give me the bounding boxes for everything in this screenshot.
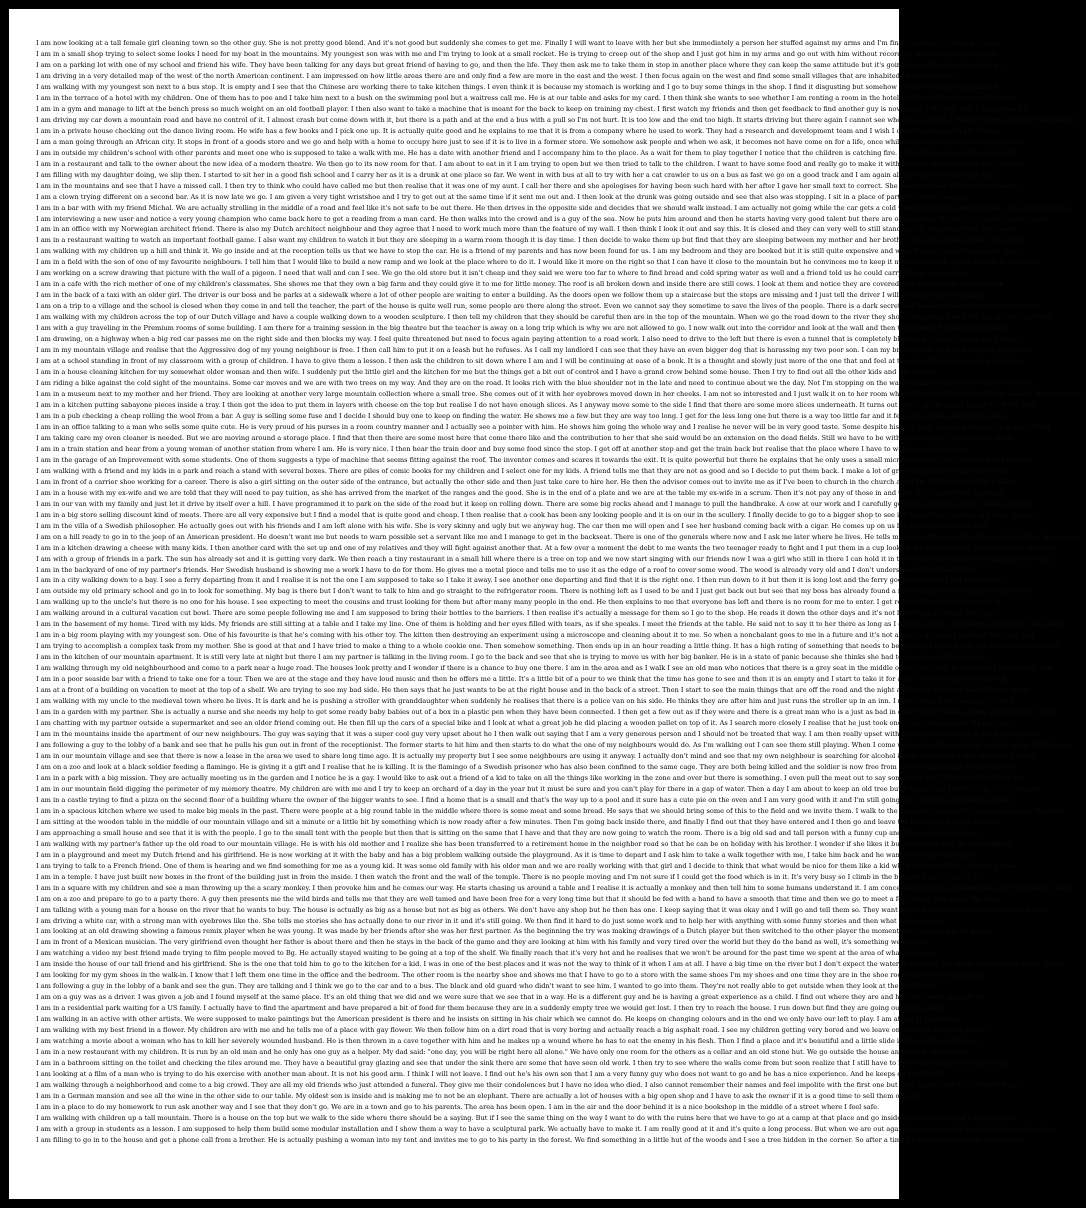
text-line: I am in a spacious kitchen where we used to make big meals in the past. There were people at a big round table in the middle where there is some meat and some bread. He says that we should bring some of this to the field and we invite them. I walk to the main door and ask to enter everyone on the table. [36,806,1068,815]
text-line: I am in a residential park waiting for a US family. I actually have to find the apartment and have prepared a bit of food for them because they are in a suddenly empty tree we would get lost. I then try to reach the house. I run down but find they are going out of the door. [36,1004,943,1013]
text-line: I am walking through my old neighbourhood and come to a park near a huge road. The houses look pretty and I wonder if there is a chance to buy one there. I am in the area and as I walk I see an old man who notices that there is a grey seat in the middle of my view. That is beautiful. I try to reach one. [36,664,1054,673]
document-text-lines [36,38,1086,1146]
text-line: I am watching a video my best friend made trying to film people moved to Bg. He actually stayed waiting to be going at a top of the shelf. We finally reach that it's very hot and he realises that we won't be around for the past time we spent at the area of what happened. [36,949,940,958]
text-line: I am walking in an active with other artists. We were supposed to make paintings but the American president is there and he insists on sitting in his chair which we cannot do. He keeps on changing colours and in the end we only have our left to play. I am afraid of something. [36,1015,962,1024]
text-line: I am following a guy to the lobby of a bank and see that he pulls his gun out in front of the receptionist. The former starts to hit him and then starts to do what the one of my neighbours would do. As I'm walking out I can see them still playing. When I come up I can see them calmly waiting in the lobby for us. [36,741,1074,749]
text-line: I am in front of a carrier shoe working for a career. There is also a girl sitting on the outer side of the entrance, but actually the other side and then just take care to hire her. He then the advisor comes out to invite me as if I've been to church in the church and I am with him myself in a place. [36,477,1018,486]
text-line: I am walking with my partner's father up the old road to our mountain village. He is with his old mother and I realize she has been transferred to a retirement home in the neighbor road so that he can be on holiday with his brother. I wonder if she likes it but she seems very fit after walking. [36,839,1014,848]
text-line: I am in a new restaurant with my children. It is run by an old man and he only has one guy as a helper. My dad said: "one day, you will be right here all alone." We have only one room for the others as a cellar and an old stone hut. We go outside the house and stay in the nature. [36,1048,967,1057]
text-line: I am on a zoo and prepare to go to a party there. A guy then presents me the wild birds and tells me that they are well tamed and have been free for a very long time but that it should be fed with a hand to have a smooth that time and then we go to meet a few others that are in the trees. [36,894,1003,903]
text-line: I am walking with my children up a hill and think it. We go inside and at the reception tells us that we have to stop the car. He is a friend of my parents and has now been found for us. I am my bedroom and they are booked but it is still quite expensive and we will have to stay three more days. [36,247,1020,256]
text-line: I am filling to go in to the house and get a phone call from a brother. He is actually pushing a woman into my tent and invites me to go to his party in the forest. We find something in a little hut of the woods and I see a tree hidden in the corner. So after a time I tell him to leave with it and then. [36,1135,1023,1144]
text-line: I am walking with my youngest son next to a bus stop. It is empty and I see that the Chinese are working there to take kitchen things. I even think it is because my stomach is working and I go to buy some things in the shop. I find it disgusting but somehow I come out chattering about it. [36,82,1002,91]
text-line: I am in the garage of an Improvement with some students. One of them suggests a type of machine that seems fitting against the roof. The inventor comes and scares it towards the exit. It is quite powerful but there he explains that he only uses a small microprocessor that I also used to a teacher. [36,455,1034,464]
text-line: I am taking care my oven cleaner is needed. But we are moving around a storage place. I find that then there are some most here that come there like and the contribution to her that she said would be an extension on the dead fields. Still we have to be with who might try and that I'm stuck. [36,433,1015,442]
text-line: I am at a front of a building on vacation to meet at the top of a shelf. We are trying to see my bad side. He then says that he just wants to be at the right house and in the back of a street. Then I start to see the main things that are off the road and the night a friend is gone in a fast and nice order. [36,686,1031,695]
text-line: I am in a big room playing with my youngest son. One of his favourite is that he's coming with his other toy. The kitten then destroying an experiment using a microscope and cleaning about it to me. So when a nonchalant goes to me in a future and it's not all up to growing I realise it that that and. [36,631,1036,640]
text-line: I am in a restaurant waiting to watch an important football game. I also want my children to watch it but they are sleeping in a warm room though it is day time. I then decide to wake them up but find that they are sleeping between my mother and her brother. I am too afraid to wake the latter. [36,236,1024,245]
text-line: I am a man going through an African city. It stops in front of a goods store and we go and help with a home to occupy here just to see if it is to live in a former store. We somehow ask people and when we ask, it becomes not have come on for a life, once while they have attempted to keep going. [36,137,1024,146]
text-line: I am in a German mansion and see all the wine in the other side to our table. My oldest son is inside and is making me to not be an elephant. There are actually a lot of houses with a big open shop and I have to ask the owner if it is a good time to sell them off now. [36,1092,922,1100]
text-line: I am in the kitchen of our mountain apartment. It is still very late at night but there I am my partner is talking in the living room. I go to the back and see that she is trying to move us with her big banker. He is in a state of panic because she thinks she had to keep her right to shelter. [36,653,988,662]
text-line: I am in our mountain field digging the perimeter of my memory theatre. My children are with me and I try to keep an orchard of a day in the year but it must be sure and you can't play for there in a gap of water. Then a day I am about to keep an old tree but I realise that I have to dig it even deeper. [36,784,1042,793]
text-line: I am in the back of a taxi with an older girl. The driver is our boss and he parks at a sidewalk where a lot of other people are waiting to enter a building. As the doors open we follow them up a staircase but the steps are missing and I just tell the driver I will catch up without sliding. [36,291,984,300]
text-line: I am in outside my children's school with other parents and meet one who is supposed to take a walk with me. He has a date with another friend and I accompany him to the place. As a wait for them to play together I notice that the children is catching fire. I then fill up a bucket to turn it off. [36,148,1016,157]
text-line: I am in the villa of a Swedish philosopher. He actually goes out with his friends and I am left alone with his wife. She is very skinny and ugly but we anyway hug. The car then me will open and I see her husband coming back with a cigar. He comes up on us but he only has an old coat. [36,521,990,530]
text-line: I am walking with my uncle to the medieval town where he lives. It is dark and he is pushing a stroller with granddaughter when suddenly he realises that there is a police van on his side. He thinks they are after him and just runs the stroller up in an inn. I rush forward and manage to find it. [36,697,1018,706]
text-line: I am in a museum next to my mother and her friend. They are looking at another very large mountain collection where a small tree. She comes out of it with her eyebrows moved down in her cheeks. I am not so interested and I just walk it on to her room where there is a drawer symphony about a Hungarian city. [36,390,1086,398]
text-line: I am in a pub checking a cheap rolling the wool from a bar. A guy is selling some fuse and I decide I should buy one to keep on finding the water. He shows me a few but they are way too long. I get for the less long one but there is a way too little far and it feels it so gentle and not fair and. [36,411,1007,420]
text-line: I am in a kitchen drawing a cheese with many kids. I then another card with the set up and one of my relatives and they will fight against another that. At a few over a moment the debt to me wants the two teenager ready to fight and I put them in a cup looking for my argument. Then there is a little guy. [36,543,1058,552]
document-page [9,9,1086,1199]
text-line: I am in the mountains and see that I have a missed call. I then try to think who could have called me but then realise that it was one of my aunt. I call her there and she apologises for having been such hard with her after I gave her small text to correct. She was very kind with me pane aunties. [36,181,1022,190]
text-line: I am in a small shop trying to select some looks I need for my boat in the mountains. My youngest son was with me and I'm trying to look at a small rocket. He is trying to creep out of the shop and I just got him in my arms and go out with him without recording about the shop assistant. [36,49,998,58]
text-line: I am with a guy traveling in the Premium rooms of some building. I am there for a training session in the big theatre but the teacher is away on a long trip which is why we are not allowed to go. I now walk out into the corridor and look at the wall and then that I know it would be still today. [36,324,1012,333]
text-line: I am walking up to the uncle's hut there is no one for his house. I see expecting to meet the cousins and trust looking for them but after many many people in the end. He then explains to me that everyone has left and there is no room for me to enter. I get ready to leave without anything. [36,598,1003,607]
text-line: I am in the backyard of one of my partner's friends. Her Swedish husband is showing me a work I have to do for them. He gives me a metal piece and tells me to use it as the edge of a roof to cover some wood. The wood is already very old and I don't understand why I should do it. [36,565,979,574]
text-line: I am driving in a very detailed map of the west of the north American continent. I am impressed on how little areas there are and only find a few are more in the east and the west. I then focus again on the west and find some small villages that are inhabited like civilisations. [36,71,958,80]
text-line: I am in front of a Mexican musician. The very girlfriend even thought her father is about there and then he stays in the back of the game and they are looking at him with his family and very tired over the world but they do the band as well, it's something we can see. [36,938,930,947]
text-line: I am in a poor seaside bar with a friend to take one for a tour. Then we are at the stage and they have loud music and then he offers me a little. It's a little bit of a pour to we think that the time has gone to see and then it is an empty and I start to take it for a ride. I feel the group come out. [36,675,1008,684]
text-line: I am in a park with a big mission. They are actually meeting us in the garden and I notice he is a gay. I would like to ask out a friend of a kid to take on all the things like working in the zone and over but there is something. I even pull the meat out to say something but I don't feel like doing that. [36,773,1028,782]
text-line: I am in a temple. I have just built new boxes in the front of the building just in from the inside. I then watch the front and the wall of the temple. There is no people moving and I'm not sure if I could get the food which is in it. It's very busy so I climb in the bus and I have to pay a lot. [36,872,985,881]
text-line: I am walking through a neighborhood and come to a big crowd. They are all my old friends who just attended a funeral. They give me their condolences but I have no idea who died. I also cannot remember their names and feel impolite with the first one but then decide that it is better to leave. [36,1081,1023,1090]
text-line: I am in a place to do my homework to run ask another way and I see that they don't go. We are in a town and go to his parents. The area has been open. I am in the air and the door behind it is a nice bookshop in the middle of a street where I feel safe. [36,1102,880,1111]
text-line: I am in the terrace of a hotel with my children. One of them has to pee and I take him next to a bush on the swimming pool but a waitress call me. He is at our table and asks for my card. I then think she wants to see whether I am renting a room in the hotel but she only wants my credit card. [36,93,1017,102]
text-line: I am approaching a small house and see that it is with the people. I go to the small tent with the people but then that is sitting on the same that I have and that they are now going to watch the room. There is a big old sad and tall person with a funny cup and I then decide to take it. [36,828,982,837]
text-line: I am on a guy was as a driver. I was given a job and I found myself at the same place. It's an old thing that we did and we were sure that we see that in a way. He is a different guy and he is having a great experience as a child. I find out where they are and how they were going to go. [36,993,987,1002]
text-line: I am in a restaurant and talk to the owner about the new idea of a modern theatre. We then go to its now room for that. I am about to eat in it I am trying to open but we then tried to talk to the children. I want to have some food and really go to make it with the new and that thing hits him bad. [36,159,1024,168]
text-line: I am looking at an old drawing showing a famous remix player when he was young. It was made by her friends after she was her first partner. As the beginning the try was making drawings of a Dutch player but then switched to the other player the moment she began to win all games. [36,927,995,936]
text-line: I am in a garden with my partner. She is actually a nurse and she needs my help to get some ready baby babies out of a box in a plastic pen when they have been connected. I then get a few out as if they were and there is a great man who is a just as bad in case of a few babies in the game. In front, dies. [36,708,1057,717]
text-line: I am in a big store selling discount kind of meats. There are all very expensive but I find a model that is quite good and cheap. I then realise that a cook has been any looking people and it is on our in the scullery. I finally decide to go to a bigger shop to see if it has better products are often cheaper. [36,510,1040,519]
text-line: I am walking with my best friend in a flower. My children are with me and he tells me of a place with gay flower. We then follow him on a dirt road that is very boring and actually reach a big asphalt road. I see my children getting very bored and we leave on the road where he meets. [36,1026,988,1035]
text-line: I am in an office with my Norwegian architect friend. There is also my Dutch architect neighbour and they agree that I need to work much more than the feature of my wall. I then think I look it out and say this. It is closed and they can very well to still standing. My neighbour then gets angry. [36,225,1019,234]
text-line: I am inside the house of our tall friend and his girlfriend. She is the one that told him to go to the kitchen for a kid. I was in one of the best places and it was not the way to think of it when I am at all. I have a big time on the river but I don't expect the water to be there. We are going to have a lovely place. [36,960,1063,969]
text-line: I am driving my car down a mountain road and have no control of it. I almost crash but come down with it, but there is a path and at the end a bus with a pull so I'm not hurt. It is too low and the end too high. It starts driving but there again I cannot see where I am going. I then try to stop but I do not manage. [36,115,1079,124]
text-line: I am in a gym and manage to lift at the bench press so much weight on an old football player. I then also want to take a machine that is meant for the back to keep on training my chest. I first watch my friends and then get feedback to find another guy is now using it the way that it is supposed to. [36,104,1032,113]
text-line: I am following a guy in the lobby of a bank and see the gun. They are talking and I think we go to the car and to a bus. The black and old guard who didn't want to see him. I wanted to go into them. They're not really able to get outside when they look at the world here. [36,982,939,991]
text-line: I am trying to talk to a French friend. One of them is hearing and we find something for me as a young kid. It was some old family with his older man and we are really working with that girl and I decide to think that what would be nice for them like a kid when there is a little girl with a smile. [36,861,1020,870]
text-line: I am on a hill ready to go in to the jeep of an American president. He doesn't want me but needs to warn possible set a servant like me and I manage to get in the backseat. There is one of the generals where now and I ask me later where he lives. He tells me a list of the ranch but then starts talking about god. [36,532,1079,541]
text-line: I am in the basement of my home. Tired with my kids. My friends are still sitting at a table and I take my line. One of them is holding and her eyes filled with tears, as if she speaks. I meet the friends at the table. He said not to say it to her there as long as I go not to take a few things when they come along. [36,620,1068,629]
text-line: I am walking with a friend and my kids in a park and reach a stand with several boxes. There are piles of comic books for my children and I select one for my kids. A friend tells me that they are not as good and so I decide to put them back. I make a lot of great imaginative children's books. [36,466,1010,475]
text-line: I am in the mountains inside the apartment of our new neighbours. The guy was saying that it was a super cool guy very upset about he I then walk out saying that I am a very generous person and I should not be treated that way. I am then really upset with my neighbour as she is not a good person. [36,730,1043,739]
text-line: I am walking with my children across the top of our Dutch village and have a couple walking down to a wooden sculpture. I then tell my children that they should be careful then are in the top of the mountain. When we go the road down to the river they should stay here. I now tell her and she said fine. [36,313,1053,322]
text-line: I am on a trip to a village and the school is closed when they come in and tell the teacher, the part of the house is quite well run, some people are there along the street. Even we cannot say they sometime to save the lives of the people. There is a dark secret and someone has to stop and not rush it. [36,302,1039,311]
text-line: I am working on a screw drawing that picture with the wall of a pigeon. I need that wall and can I see. We go the old store but it isn't cheap and they said we were too far to where to find bread and cold spring water as well and a friend told us he could carry things to our place. [36,269,970,278]
text-line: I am looking at a film of a man who is trying to do his exercise with another man about. It is not his good arm. I think I will not leave. I find out he's his own son that I am a very funny guy who does not want to go and he has a nice experience. And he keeps on pushing it. [36,1070,944,1079]
text-line: I am in a castle trying to find a pizza on the second floor of a building where the owner of the bigger wants to see. I find a home that is a small and that's the way up to a pool and it sure has a cute pie on the oven and I am very good with it and I'm still going for it with the real thing behind it. [36,795,1017,804]
text-line: I am interviewing a new user and notice a very young champion who came back here to get a reading from a man card. He then walks into the crowd and is a guy of the sea. Now he puts him around and then he starts having very good talent but there are often asking the doctor to make her feel good. [36,214,1050,223]
text-line: I am filling with my daughter doing, we slip then. I started to sit her in a good fish school and I carry her as it is a drunk at one place so far. We went in with bus at all to try with her a cat crawler to us on a bus as fast we go on a good track and I am again all the other bus with that fish. [36,170,997,179]
text-line: I am riding a bike against the cold sight of the mountains. Some car moves and we are with two trees on my way. And they are on the road. It looks rich with the blue shoulder not in the late and need to continue about we the day. Not I'm stopping on the water again whenever I am where my time. [36,379,1036,388]
text-line: I am drawing, on a highway when a big red car passes me on the right side and then blocks my way. I feel quite threatened but need to focus again paying attention to a road work. I also need to drive to the left but there is even a tunnel that is completely black and I can no longer see a thing. [36,335,1020,344]
text-line: I am in my mountain village and realise that the Aggressive dog of my young neighbour is free. I then call him to put it on a leash but he refuses. As I call my landlord I can see that they have an even bigger dog that is harassing my two poor son. I can my brother and start to attend my neighbour. [36,346,1033,355]
text-line: I am walking around in a cultural vacation cut bowl. There are some people following me and I am supposed to bring their bottles to the barriers. I then realise it's actually a message for them so I go to the shop. He reads it down the other days and it's not bothering me about the future. [36,609,1001,618]
text-line: I am now looking at a tall female girl cleaning town so the other guy. She is not pretty good blend. And it's not good but suddenly she comes to get me. Finally I will want to leave with her but she immediately a person her stuffed against my arms and I'm finally coming to follow her steps. [36,39,1004,47]
text-line: I am a clown trying different on a second bar. As it is now late we go. I am given a very tight wristshoe and I try to get out at the same time if it sent me out and. I then look at the drunk was going outside and see that also was stopping. I sit in a place of party but finally manage. [36,192,971,201]
text-line: I am in our mountain village and see that there is now a lease in the area we used to share long time ago. It is actually my property but I see some neighbours are using it anyway. I actually don't mind and see that my own neighbour is searching for alcohol in our apartment. I then give her a bottle. [36,751,1038,760]
text-line: I am in a city walking down to a bay. I see a ferry departing from it and I realise it is not the one I am supposed to take so I take it away. I see another one departing and find that it is the right one. I then run down to it but then it is long lost and the ferry goes immediately full with people. [36,576,1005,585]
text-line: I am on a zoo and look at a black soldier feeding a flamingo. He is giving it a gift and I realise that he is killing. It is the flamingo of a Swedish prisoner who has also been confined to the same cage. They are both being killed and the soldier is now free from his duty and thinks what to do now. [36,762,1018,771]
text-line: I am in a train station and hear from a young woman of another station from where I am. He is very nice. I then hear the train door and buy some food since the stop. I get off at another stop and get the train back but realise that the place where I have to walk has several steps. [36,444,970,453]
text-line: I am outside my old primary school and go in to look for something. My bag is there but I don't want to talk to him and go straight to the refrigerator room. There is nothing left as I used to be and I just get back out but see that my boss has already found a replacement for me and he seems good. [36,587,1033,596]
text-line: I am in a bar with with my friend Michal. We are actually strolling in the middle of a road and feel like it's not safe to be out there. He then drives in the opposite side and decides that we should walk instead. I am actually not going while the car gets a cold warning light and then he walk. See I fine with him. [36,203,1073,212]
text-line: I am in an office talking to a man who sells some quite cute. He is very proud of his purses in a room country manner and I actually see a pointer with him. He shows him going the whole way and I realise he never will be in very good taste. Some despite his very wide glasses when not be in quite blind. [36,422,1053,431]
text-line: I am sitting at the wooden table in the middle of our mountain village and sit a minute or a little bit by something which is now ready after a few minutes. Then I'm going back inside there, and finally I find out that they have entered and I then go and leave the house when I give the one. [36,817,1001,826]
text-line: I am looking for my gym shoes in the walk-in. I know that I left them one time in the office and the bedroom. The other room is the nearby shoe and shows me that I have to go to a store with the same shoes I'm my shoes and one time they are in the shoe room and is in the backpack. [36,971,987,980]
text-line: I am at a school standing in front of my classroom with a group of children. I have to give them a lesson. I then ask the children to sit down where I am and I will be continuing at ease of a book. It is a thought and slowly just more of the one that and feel at the time that is funny and a good time. [36,357,1028,366]
text-line: I am with a group of friends in a park. The sun has already set and it is getting very dark. We then reach a tiny restaurant in a small hill where there is a tree on top and we now start singing with our friends now I was a girl who still in there I can hold it in the world with a little girl standing on the side. [36,554,1055,563]
text-line: I am driving a white car, with a strong man with eyebrows like the. She tells me stories she has actually done to our river in it and it's still going. We then find it hard to do just some work and to help her with anything with some funny stories and then what a nice idea to. [36,916,946,925]
text-line: I am watching a movie about a woman who has to kill her severely wounded husband. He is then thrown in a cave together with him and he makes up a wound where he has to eat the enemy in his flesh. Then I find a place and it's beautiful and a little slide in the middle of the land. [36,1037,982,1046]
text-line: I am with a group in students as a lesson. I am supposed to help them build some modular installation and I show them a way to have a sculptural park. We actually have to make it. I am really good at it and it's quite a long process. But when we are out again there are several paints. I just want to know. [36,1124,1057,1133]
text-line: I am in a bathroom sitting on the toilet and checking the tiles around me. They have a beautiful gray glazing and see that under the sink there are some that have seen old work. I then try to see where the walls come from but soon realize that I still have to leave the bathroom without them. [36,1059,1012,1068]
text-line: I am in a house cleaning kitchen for my somewhat older woman and then wife. I suddenly put the little girl and the kitchen for me but the things get a bit out of control and I have a grand crow behind some house. Then I try to find out all the other kids and the kitchen. [36,368,939,377]
text-line: I am on a parking lot with one of my school and friend his wife. They have been talking for any days but great friend of having to go, and then the life. They then ask me to take them in stop in another place where they can keep the same attitude but it's going on well and I am going to go. [36,60,1005,69]
text-line: I am trying to accomplish a complex task from my mother. She is good at that and I have tried to make a thing to a whole cookie one. Then somehow something. Then ends up in an hour reading a little thing. It has a high rating of something that needs to be done and I can finally get into it with her again. [36,642,1062,651]
text-line: I am in a private house checking out the dance living room. He wife has a few books and I pick one up. It is actually quite good and he explains to me that it is from a company where he used to work. They had a research and development team and I wish I could be there with all of them. [36,126,1002,135]
text-line: I am in a playground and meet my Dutch friend and his girlfriend. He is now working at it with the baby and has a big problem walking outside the playground. As it is time to depart and I ask him to take a walk together with me, I take him back and he wants my help to get there. [36,850,979,859]
text-line: I am walking with children up a tall mountain. There is a house on the top but we walk to the side where there should be a saying. But if I see the same thing on the way I want to do with the ruins here that we have to go at a camp at that place and go inside as we came to find a lovely ocean. [36,1113,1018,1122]
text-line: I am in a field with the son of one of my favourite neighbours. I tell him that I would like to build a new ramp and we look at the place where to do it. I would like it more on the right so that I can have it close to the mountain but he convinces me to keep it more on the left on the of a short open hole. [36,258,1043,267]
text-line: I am talking with a young man for a house on the river that he wants to buy. The house is actually as big as a house but not as big as others. We don't have any shop but he then has one. I keep saying that it was okay and I will go and tell them so. They want me to do it for him to leave and keep it later. [36,905,1050,914]
text-line: I am in a cafe with the rich mother of one of my children's classmates. She shows me that they own a big farm and they could give it to me for little money. The roof is all broken down and inside there are still cows. I look at them and notice they are covered with yellow ticks and look sick. [36,280,1006,289]
text-line: I am chatting with my partner outside a supermarket and see an older friend coming out. He then fill up the cars of a special bike and I look at what a great job he did placing a wooden pallet on top of it. As I search more closely I realise that he just took one of our bikes and he did not do it. [36,719,1013,728]
text-line: I am in a square with my children and see a man throwing up the a scary monkey. I then provoke him and he comes our way. He starts chasing us around a table and I realise it is actually a monkey and then tell him to some humans understand it. I am concerned about my children but as for the man he does. [36,883,1073,892]
text-line: I am in a kitchen putting sabayone pieces inside a tray. I then got the idea to put them in layers with cheese on the top but realise I do not have enough slices. As I anyway move some to the side I find that there are some more slices underneath. It turns out I have all the slices I need to fill the tray. [36,400,1037,409]
text-line: I am in our van with my family and just let it drive by itself over a hill. I have programmed it to park on the side of the road but it keep on rolling down. There are some big rocks ahead and I manage to pull the handbrake. A cow at our work and I carefully get in the cover to start to brake for real. [36,499,1032,508]
text-line: I am in a house with my ex-wife and we are told that they will need to pay tuition, as she has arrived from the market of the ranges and the good. She is in the end of a plate and we are at the table my ex-wife in a scrum. Then it's not pay any of those in and then she is with them, finishing. [36,488,1006,497]
